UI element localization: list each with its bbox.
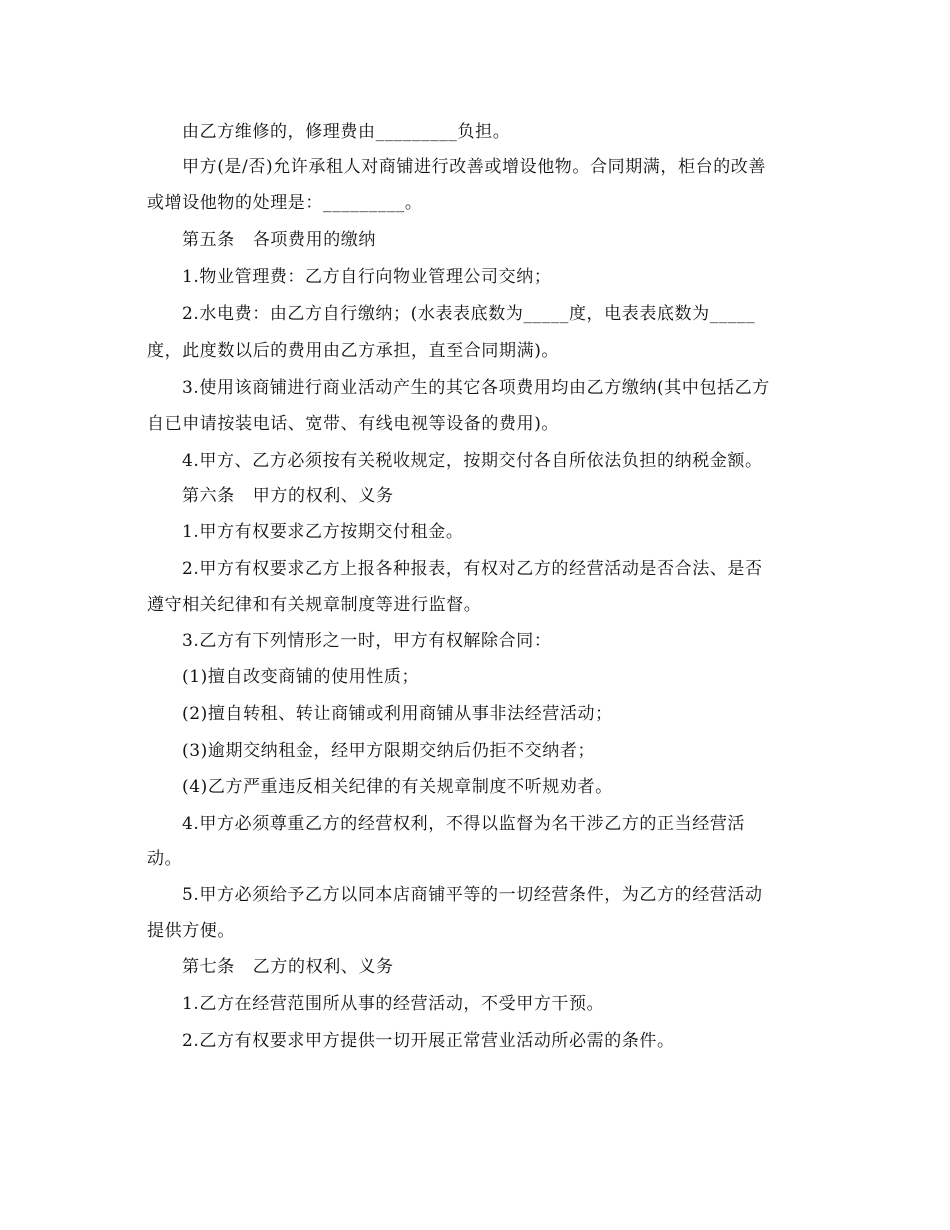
paragraph-line: 2.水电费：由乙方自行缴纳；(水表表底数为_____度，电表表底数为_____ (182, 304, 756, 324)
paragraph-line: 4.甲方、乙方必须按有关税收规定，按期交付各自所依法负担的纳税金额。 (182, 451, 763, 471)
list-item: (2)擅自转租、转让商铺或利用商铺从事非法经营活动； (182, 704, 613, 724)
list-item: (3)逾期交纳租金，经甲方限期交纳后仍拒不交纳者； (182, 741, 596, 761)
section-heading: 第五条 各项费用的缴纳 (182, 230, 377, 250)
paragraph-line: 5.甲方必须给予乙方以同本店商铺平等的一切经营条件，为乙方的经营活动 (182, 885, 763, 905)
paragraph-line: 1.物业管理费：乙方自行向物业管理公司交纳； (182, 267, 552, 287)
paragraph-line: 1.甲方有权要求乙方按期交付租金。 (182, 522, 464, 542)
paragraph-line: 度，此度数以后的费用由乙方承担，直至合同期满)。 (147, 341, 560, 361)
paragraph-line: 动。 (147, 849, 183, 869)
section-heading: 第七条 乙方的权利、义务 (182, 957, 394, 977)
paragraph-line: 4.甲方必须尊重乙方的经营权利，不得以监督为名干涉乙方的正当经营活 (182, 814, 746, 834)
paragraph-line: 遵守相关纪律和有关规章制度等进行监督。 (147, 595, 482, 615)
paragraph-line: 提供方便。 (147, 921, 235, 941)
paragraph-line: 2.甲方有权要求乙方上报各种报表，有权对乙方的经营活动是否合法、是否 (182, 559, 763, 579)
paragraph-line: 或增设他物的处理是：_________。 (147, 193, 423, 213)
paragraph-line: 1.乙方在经营范围所从事的经营活动，不受甲方干预。 (182, 994, 605, 1014)
list-item: (1)擅自改变商铺的使用性质； (182, 667, 420, 687)
paragraph-line: 甲方(是/否)允许承租人对商铺进行改善或增设他物。合同期满，柜台的改善 (182, 157, 766, 177)
paragraph-line: 3.乙方有下列情形之一时，甲方有权解除合同： (182, 631, 552, 651)
paragraph-line: 3.使用该商铺进行商业活动产生的其它各项费用均由乙方缴纳(其中包括乙方 (182, 378, 770, 398)
section-heading: 第六条 甲方的权利、义务 (182, 486, 394, 506)
paragraph-line: 2.乙方有权要求甲方提供一切开展正常营业活动所必需的条件。 (182, 1031, 675, 1051)
paragraph-line: 由乙方维修的，修理费由_________负担。 (182, 122, 511, 142)
paragraph-line: 自已申请按装电话、宽带、有线电视等设备的费用)。 (147, 414, 560, 434)
list-item: (4)乙方严重违反相关纪律的有关规章制度不听规劝者。 (182, 777, 613, 797)
